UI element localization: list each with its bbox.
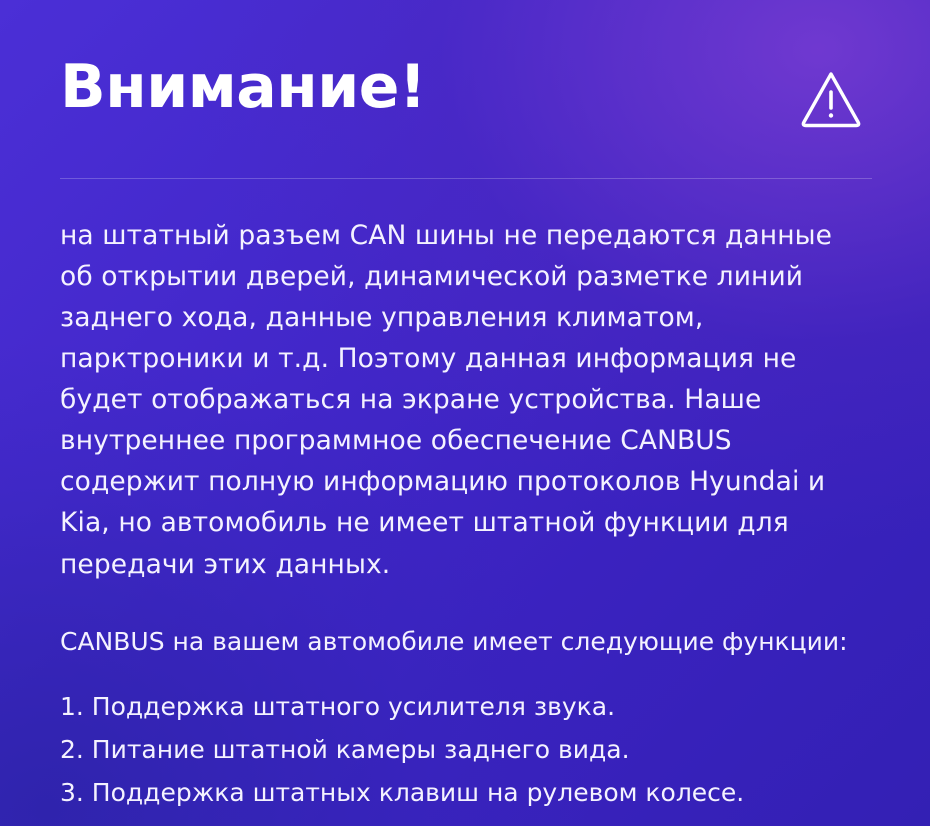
- list-item: 2. Питание штатной камеры заднего вида.: [60, 735, 630, 765]
- notice-body-text: на штатный разъем CAN шины не передаются данные об открытии дверей, динамической разметке линий заднего хода, данные управления климатом, парктроники и т.д. Поэтому данная информация не будет отображаться на экране устройства. Наше внутреннее программное обеспечение CANBUS содержит полную информацию протоколов Hyundai и Kia, но автомобиль не имеет штатной функции для передачи этих данных.: [60, 220, 833, 580]
- list-item: 3. Поддержка штатных клавиш на рулевом колесе.: [60, 778, 745, 808]
- functions-intro-text: CANBUS на вашем автомобиле имеет следующие функции:: [60, 626, 848, 656]
- warning-triangle-icon: [800, 70, 862, 132]
- card-header: [60, 52, 872, 132]
- functions-block: [60, 623, 872, 815]
- functions-list: [60, 685, 872, 814]
- header-divider: [60, 178, 872, 179]
- page-title: Внимание!: [60, 52, 426, 122]
- list-item: 1. Поддержка штатного усилителя звука.: [60, 692, 616, 722]
